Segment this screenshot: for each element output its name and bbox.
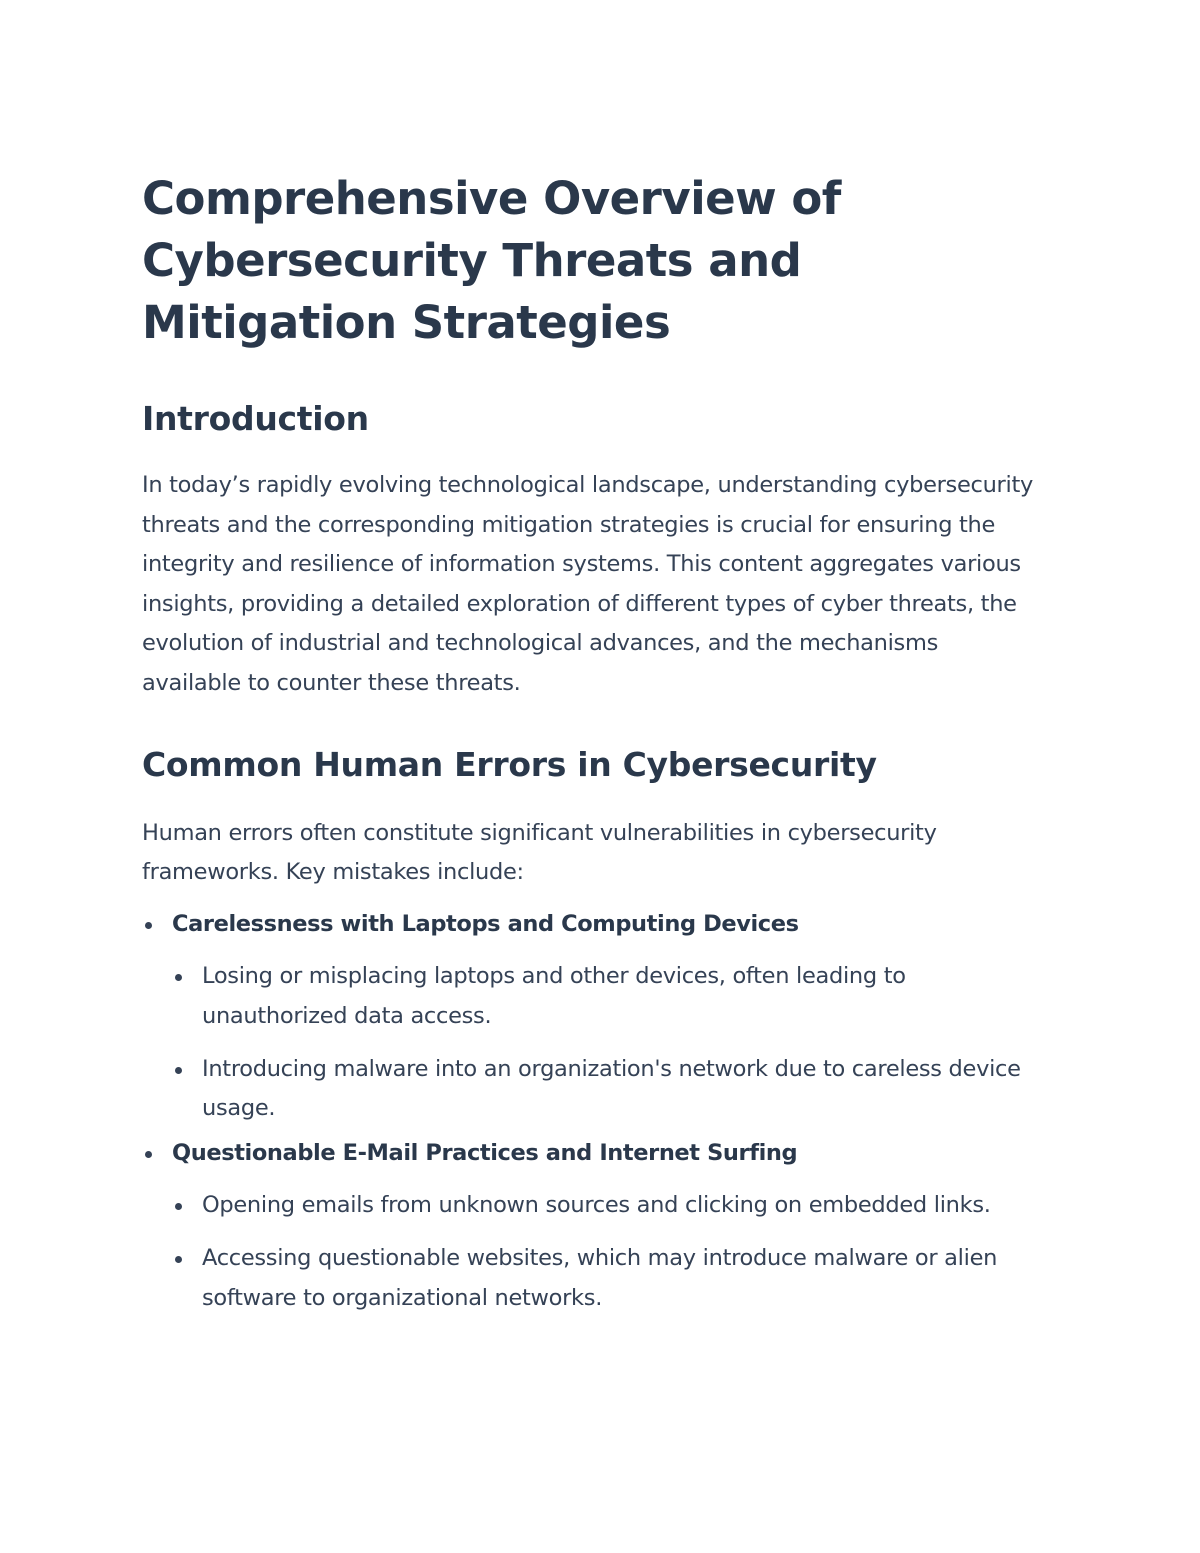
list-item-text: Losing or misplacing laptops and other devices, often leading to unauthorized data access. [202,963,906,1029]
human-errors-list [142,905,1042,1318]
list-item [142,1134,1042,1318]
group-title: Carelessness with Laptops and Computing Devices [172,910,799,937]
group-title: Questionable E-Mail Practices and Internet Surfing [172,1139,798,1166]
bullet-icon [145,922,152,929]
sub-list [172,1186,1042,1318]
bullet-icon [175,1203,182,1210]
list-item [172,957,1042,1036]
list-item [142,905,1042,1129]
document-title: Comprehensive Overview of Cybersecurity Threats and Mitigation Strategies [142,172,841,349]
list-item [172,1050,1042,1129]
bullet-icon [175,1067,182,1074]
list-item [172,1186,1042,1226]
introduction-heading: Introduction [142,399,369,438]
human-errors-heading: Common Human Errors in Cybersecurity [142,744,877,784]
bullet-icon [175,974,182,981]
list-item [172,1239,1042,1318]
document-page [142,168,1042,1318]
introduction-paragraph: In today’s rapidly evolving technological landscape, understanding cybersecurity threats and the corresponding mitigation strategies is crucial for ensuring the integrity and resilience of information systems. This content aggregates various insights, providing a detailed exploration of different types of cyber threats, the evolution of industrial and technological advances, and the mechanisms available to counter these threats. [142,472,1033,696]
list-item-text: Accessing questionable websites, which may introduce malware or alien software to organizational networks. [202,1244,998,1311]
bullet-icon [175,1256,182,1263]
list-item-text: Opening emails from unknown sources and clicking on embedded links. [202,1192,991,1219]
human-errors-paragraph: Human errors often constitute significant vulnerabilities in cybersecurity frameworks. Key mistakes include: [142,819,937,886]
bullet-icon [145,1151,152,1158]
sub-list [172,957,1042,1128]
list-item-text: Introducing malware into an organization's network due to careless device usage. [202,1055,1021,1122]
